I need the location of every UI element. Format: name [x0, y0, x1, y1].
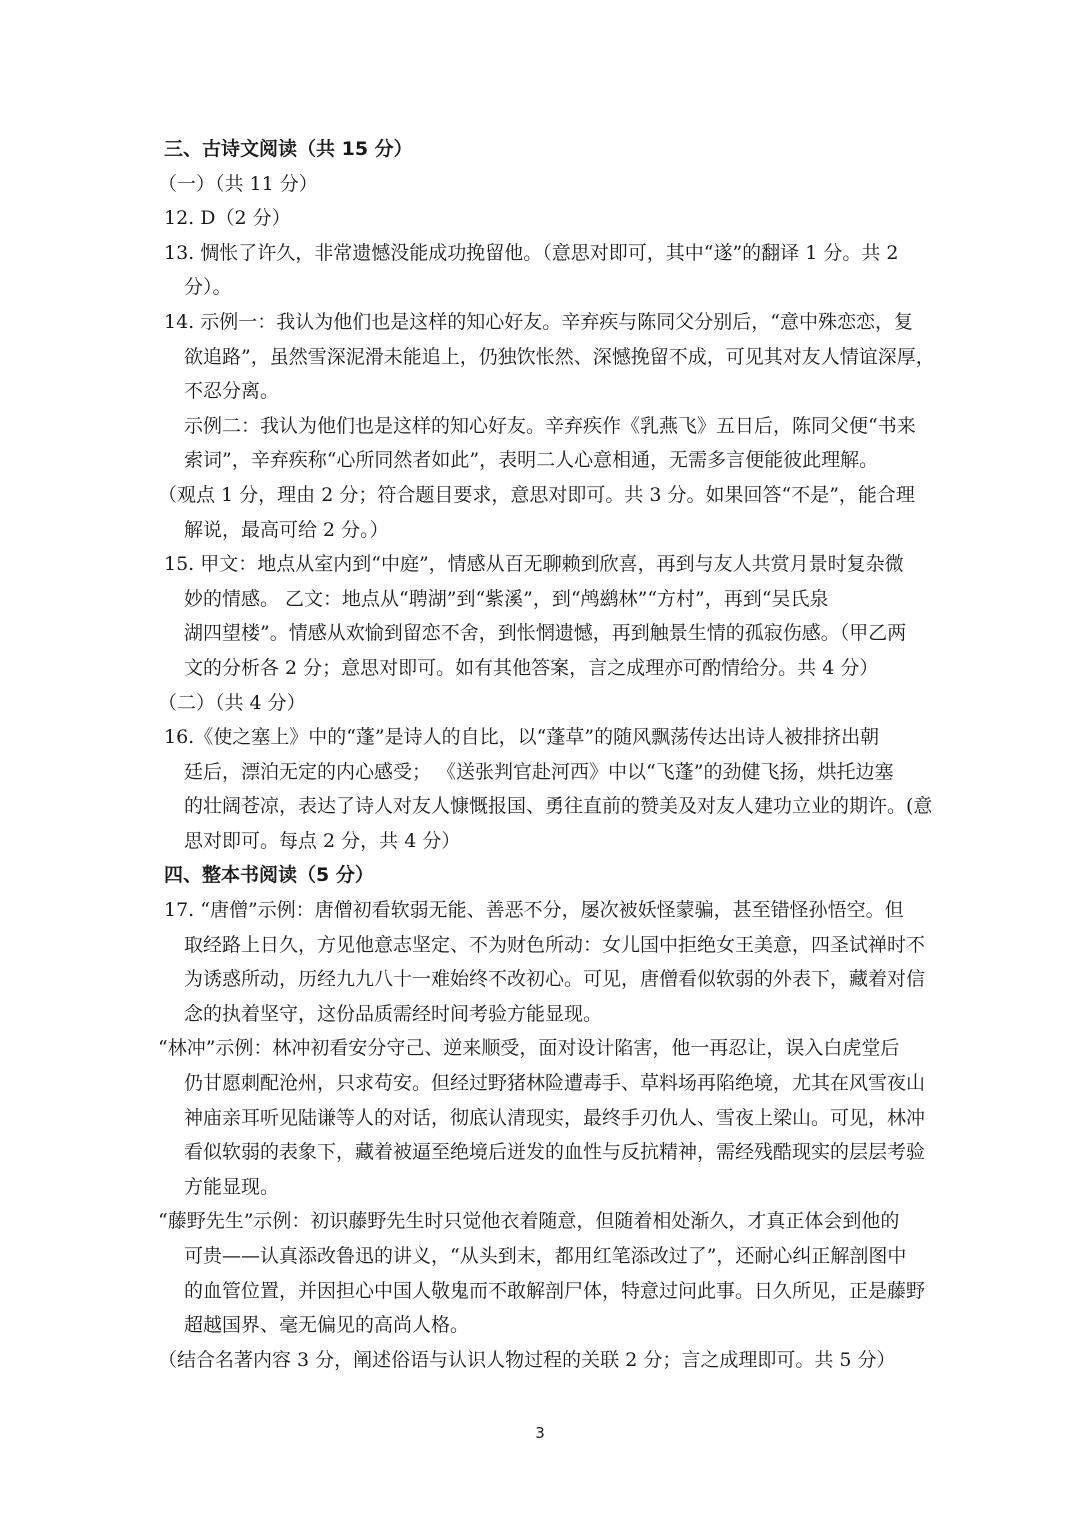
answer-line: 示例二：我认为他们也是这样的知心好友。辛弃疾作《乳燕飞》五日后，陈同父便“书来 — [184, 414, 916, 437]
answer-line: 看似软弱的表象下，藏着被逼至绝境后迸发的血性与反抗精神，需经残酷现实的层层考验 — [184, 1141, 926, 1164]
answer-line: 分）。 — [184, 276, 232, 299]
answer-item: 15. 甲文：地点从室内到“中庭”，情感从百无聊赖到欣喜，再到与友人共赏月景时复杂微 — [164, 553, 904, 576]
answer-line: 神庙亲耳听见陆谦等人的对话，彻底认清现实，最终手刃仇人、雪夜上梁山。可见，林冲 — [184, 1106, 926, 1129]
answer-item: 13. 惆怅了许久，非常遗憾没能成功挽留他。（意思对即可，其中“遂”的翻译 1 分。共 2 — [164, 241, 899, 264]
answer-item: 16.《使之塞上》中的“蓬”是诗人的自比，以“蓬草”的随风飘荡传达出诗人被排挤出朝 — [164, 726, 880, 749]
answer-line: 索词”，辛弃疾称“心所同然者如此”，表明二人心意相通，无需多言便能彼此理解。 — [184, 449, 879, 472]
answer-line: 仍甘愿刺配沧州，只求苟安。但经过野猪林险遭毒手、草料场再陷绝境，尤其在风雪夜山 — [184, 1072, 926, 1095]
answer-line: 的血管位置，并因担心中国人敬鬼而不敢解剖尸体，特意过问此事。日久所见，正是藤野 — [184, 1279, 926, 1302]
answer-line: 湖四望楼”。情感从欢愉到留恋不舍，到怅惘遗憾，再到触景生情的孤寂伤感。（甲乙两 — [184, 622, 907, 645]
answer-item: 12. D（2 分） — [164, 207, 291, 230]
answer-line: 超越国界、毫无偏见的高尚人格。 — [184, 1314, 470, 1337]
answer-line: 廷后，漂泊无定的内心感受； 《送张判官赴河西》中以“飞蓬”的劲健飞扬，烘托边塞 — [184, 760, 894, 783]
subsection-heading: （一）（共 11 分） — [158, 172, 318, 195]
scoring-note: （观点 1 分，理由 2 分；符合题目要求，意思对即可。共 3 分。如果回答“不是”，能合理 — [158, 483, 915, 506]
answer-line: 念的执着坚守，这份品质需经时间考验方能显现。 — [184, 1002, 603, 1025]
subsection-heading: （二）（共 4 分） — [158, 691, 306, 714]
answer-line: 妙的情感。 乙文：地点从“聘湖”到“紫溪”，到“鸬鹚林”“方村”，再到“吴氏泉 — [184, 587, 829, 610]
scoring-note: “林冲”示例：林冲初看安分守己、逆来顺受，面对设计陷害，他一再忍让，误入白虎堂后 — [158, 1037, 900, 1060]
scoring-note: （结合名著内容 3 分，阐述俗语与认识人物过程的关联 2 分；言之成理即可。共 5 分） — [158, 1348, 896, 1371]
section-heading: 三、古诗文阅读（共 15 分） — [164, 138, 413, 160]
answer-line: 解说，最高可给 2 分。） — [184, 518, 389, 541]
answer-line: 可贵——认真添改鲁迅的讲义，“从头到末，都用红笔添改过了”，还耐心纠正解剖图中 — [184, 1245, 907, 1267]
page-number: 3 — [535, 1424, 545, 1442]
section-heading: 四、整本书阅读（5 分） — [164, 864, 374, 887]
answer-line: 文的分析各 2 分；意思对即可。如有其他答案，言之成理亦可酌情给分。共 4 分） — [184, 656, 879, 679]
answer-line: 为诱惑所动，历经九九八十一难始终不改初心。可见，唐僧看似软弱的外表下，藏着对信 — [184, 968, 926, 991]
answer-line: 思对即可。每点 2 分，共 4 分） — [184, 829, 461, 852]
answer-item: 17. “唐僧”示例：唐僧初看软弱无能、善恶不分，屡次被妖怪蒙骗，甚至错怪孙悟空。但 — [164, 899, 904, 922]
answer-line: 不忍分离。 — [184, 380, 280, 403]
answer-line: 的壮阔苍凉，表达了诗人对友人慷慨报国、勇往直前的赞美及对友人建功立业的期许。(意 — [184, 795, 933, 818]
answer-line: 方能显现。 — [184, 1175, 280, 1198]
answer-key-content — [158, 132, 935, 1377]
answer-line: 取经路上日久，方见他意志坚定、不为财色所动：女儿国中拒绝女王美意，四圣试禅时不 — [184, 933, 926, 956]
answer-item: 14. 示例一：我认为他们也是这样的知心好友。辛弃疾与陈同父分别后，“意中殊恋恋，复 — [164, 310, 913, 333]
scoring-note: “藤野先生”示例：初识藤野先生时只觉他衣着随意，但随着相处渐久，才真正体会到他的 — [158, 1210, 900, 1233]
answer-line: 欲追路”，虽然雪深泥滑未能追上，仍独饮怅然、深憾挽留不成，可见其对友人情谊深厚， — [184, 345, 935, 368]
